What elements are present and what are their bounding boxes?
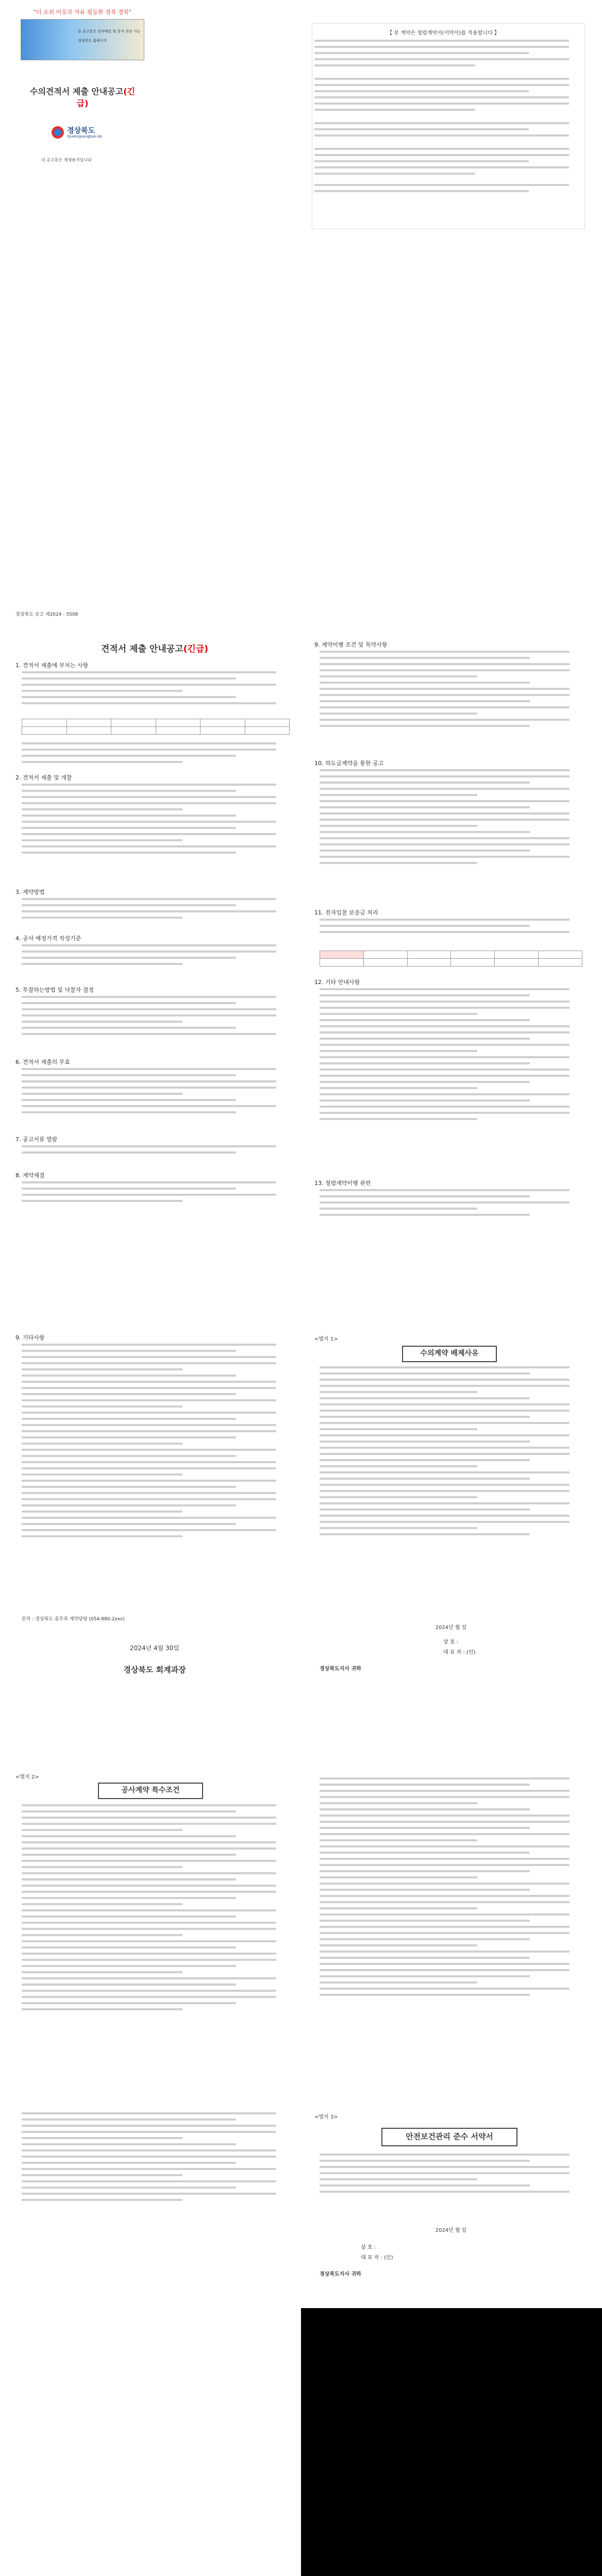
main-title	[21, 641, 289, 654]
appendix-3-label: <별지 3>	[314, 2114, 338, 2120]
appendix-2-body	[22, 1804, 290, 2093]
appendix-1-sign-rep	[443, 1646, 567, 1653]
section-6-heading: 6. 견적서 제출의 무효	[15, 1059, 70, 1065]
right-section-a-body	[320, 651, 582, 754]
main-title-text: 견적서 제출 안내공고	[101, 644, 183, 654]
appendix-1-label: <별지 1>	[314, 1336, 338, 1342]
section-4-body	[22, 944, 290, 980]
appendix-1-sign-company	[443, 1636, 567, 1643]
right-section-d-body	[320, 988, 582, 1174]
section-8-heading: 8. 계약체결	[15, 1172, 45, 1179]
notice-title	[26, 85, 139, 108]
appendix-3-sign-date: 2024년 월 일	[435, 2228, 467, 2233]
province-name: 경상북도	[67, 127, 95, 135]
appendix-1-sign-date: 2024년 월 일	[435, 1625, 467, 1631]
appendix-3-body	[320, 2154, 582, 2215]
appendix-2-body-cont	[22, 2112, 290, 2246]
section-1-table	[22, 719, 290, 739]
appendix-1-rep-label: 대 표 자 : (인)	[443, 1650, 476, 1655]
section-1-heading: 1. 견적서 제출에 부치는 사항	[15, 662, 89, 669]
banner-contact-2: 경상북도 홈페이지	[78, 39, 107, 43]
section-1-body	[22, 671, 290, 718]
section-2-body	[22, 784, 290, 882]
section-3-body	[22, 898, 290, 929]
appendix-2-title: 공사계약 특수조건	[98, 1783, 203, 1799]
section-8-body	[22, 1181, 290, 1212]
appendix-1-body	[320, 1366, 582, 1608]
section-4-heading: 4. 공사 예정가격 작성기준	[15, 935, 81, 942]
page-4	[10, 1772, 592, 2391]
contact-line: 문의 : 경상북도 총무과 계약담당 (054-880-2xxx)	[22, 1617, 125, 1622]
date-line: 2024년 4월 30일	[130, 1645, 179, 1652]
notice-number: 경상북도 공고 제2024 - 5508	[15, 612, 78, 617]
appendix-2-label: <별지 2>	[15, 1774, 39, 1780]
section-9-heading: 9. 기타사항	[15, 1334, 45, 1341]
right-section-b-body	[320, 769, 582, 903]
section-7-heading: 7. 공고서류 열람	[15, 1136, 58, 1143]
page-3	[10, 1334, 592, 1757]
right-section-c-body	[320, 919, 582, 950]
banner-slogan: "더 소외 이웃과 자유 평등한 경북 경북"	[33, 9, 132, 15]
section-5-body	[22, 996, 290, 1053]
section-3-heading: 3. 계약방법	[15, 889, 45, 895]
blank-black-area	[301, 2308, 602, 2576]
page-2	[10, 611, 592, 1321]
right-section-e-heading: 13. 청렴계약이행 관련	[314, 1180, 371, 1187]
appendix-3-title: 안전보건관리 준수 서약서	[381, 2128, 517, 2146]
appendix-3-sign-company	[361, 2241, 484, 2248]
province-logo-icon	[52, 126, 64, 139]
notice-title-tag: (긴급)	[76, 87, 135, 108]
right-header: 【 본 계약은 청렴계약서(서약서)를 적용합니다 】	[387, 30, 499, 36]
appendix-1-company-label: 상 호 :	[443, 1639, 459, 1645]
issuer-line: 경상북도 회계과장	[123, 1665, 186, 1674]
section-1-notes	[22, 742, 290, 768]
right-section-b-heading: 10. 하도급계약을 통한 공고	[314, 760, 384, 767]
right-page-border	[312, 23, 585, 229]
section-2-heading: 2. 견적서 제출 및 개찰	[15, 774, 72, 781]
appendix-3-company-label: 상 호 :	[361, 2245, 376, 2250]
right-section-c-table	[320, 951, 582, 971]
right-section-c-heading: 11. 전자입찰 보증금 처리	[314, 909, 378, 916]
notice-title-text: 수의견적서 제출 안내공고	[30, 87, 124, 96]
section-5-heading: 5. 투찰하는방법 및 낙찰자 결정	[15, 987, 94, 993]
province-sub: Gyeongsangbuk-do	[67, 134, 103, 139]
main-title-tag: (긴급)	[183, 644, 209, 654]
appendix-3-sign-rep	[361, 2251, 484, 2259]
footer-tagline: 더 공고문은 재생용지입니다	[41, 158, 92, 162]
right-section-a-heading: 9. 계약이행 조건 및 특약사항	[314, 641, 388, 648]
section-9-body	[22, 1344, 290, 1612]
appendix-3-addressee: 경상북도지사 귀하	[320, 2272, 361, 2277]
section-7-body	[22, 1145, 290, 1166]
appendix-2-right-body	[320, 1777, 582, 2087]
appendix-3-rep-label: 대 표 자 : (인)	[361, 2255, 393, 2261]
right-section-e-body	[320, 1189, 582, 1230]
section-6-body	[22, 1068, 290, 1130]
appendix-1-title: 수의계약 배제사유	[402, 1346, 497, 1362]
appendix-1-addressee: 경상북도지사 귀하	[320, 1666, 361, 1672]
banner-contact-1: 본 공고문은 전자메일 및 문자 전송 가능	[78, 29, 141, 33]
banner-image	[21, 19, 144, 60]
right-section-d-heading: 12. 기타 안내사항	[314, 979, 360, 986]
page-1	[10, 8, 592, 600]
